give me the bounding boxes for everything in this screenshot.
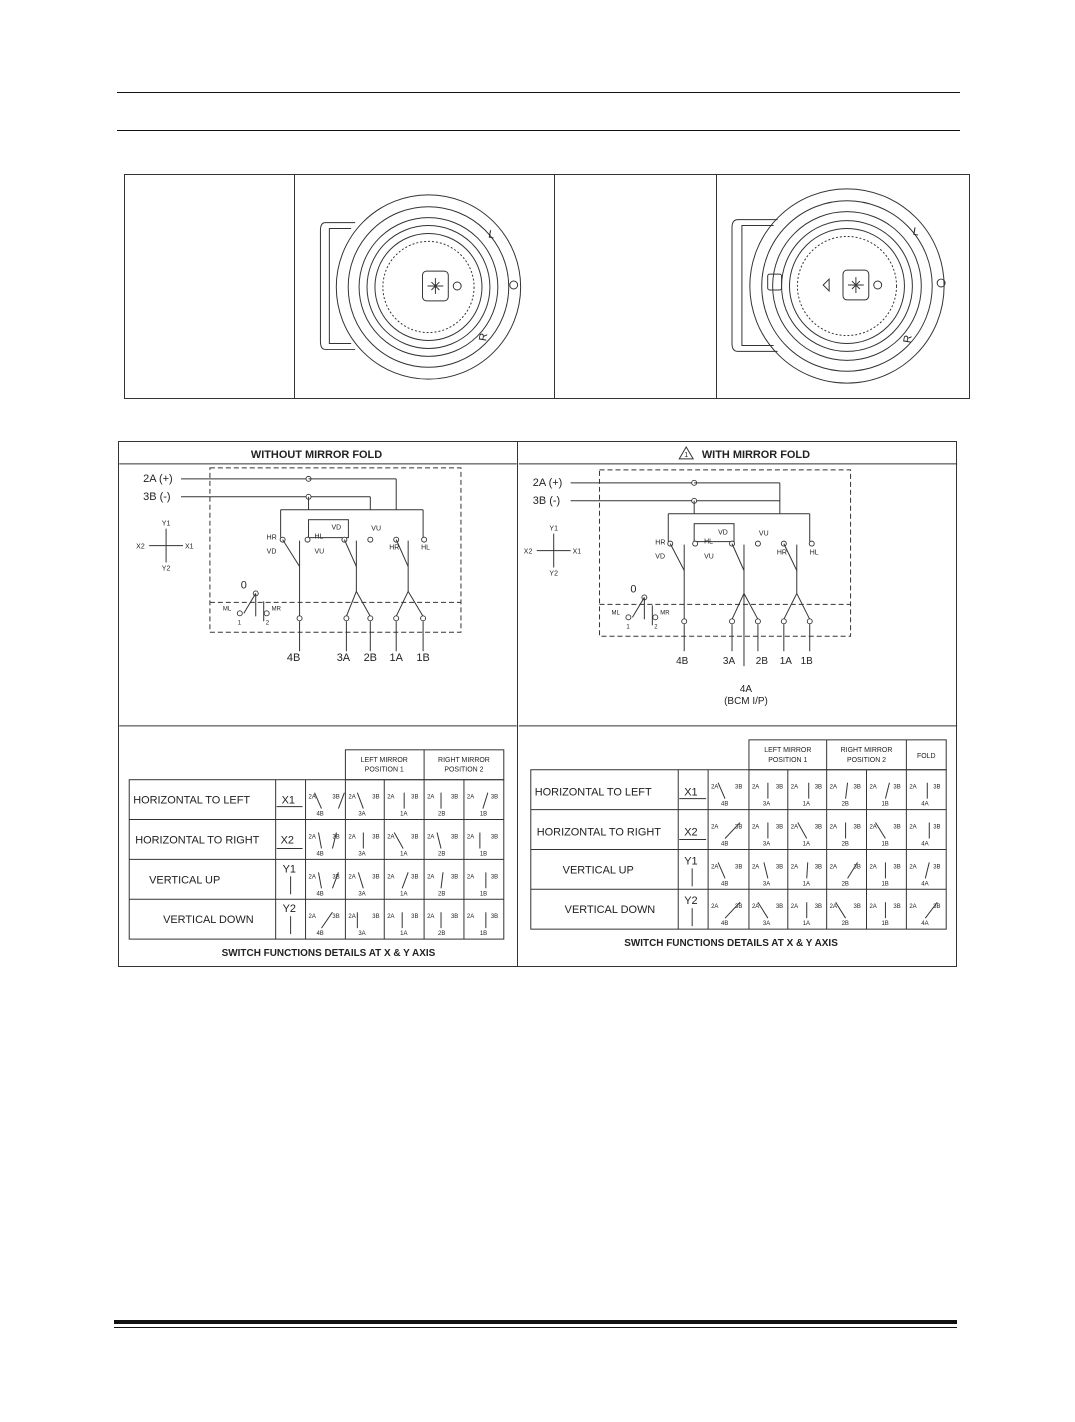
svg-text:1A: 1A: [400, 851, 408, 858]
svg-text:2A: 2A: [466, 874, 475, 881]
svg-text:1B: 1B: [881, 841, 889, 848]
fold-contact-hr-1: HR: [655, 539, 666, 547]
fold-output-1b-label: 1B: [800, 656, 813, 668]
svg-text:4A: 4A: [921, 921, 929, 928]
svg-text:1B: 1B: [881, 801, 889, 808]
fold-contact-vd-2: VD: [718, 529, 728, 537]
fold-row-y2-axis: Y2: [684, 895, 698, 908]
fold-contact-hr-2: HR: [776, 549, 787, 557]
svg-text:1A: 1A: [400, 931, 408, 938]
svg-text:4B: 4B: [316, 811, 324, 818]
svg-text:3B: 3B: [372, 874, 380, 881]
svg-text:3B: 3B: [411, 834, 419, 841]
svg-text:4B: 4B: [721, 881, 729, 888]
left-table-col-position-2: POSITION 2: [444, 766, 484, 774]
axis-y2-label: Y2: [161, 565, 171, 573]
svg-text:2A: 2A: [466, 834, 475, 841]
selector-mr-label: MR: [271, 606, 281, 613]
svg-text:3A: 3A: [762, 801, 771, 808]
fold-selector-mr-label: MR: [660, 610, 670, 617]
selector-zero-label: 0: [240, 579, 247, 592]
svg-text:2A: 2A: [909, 784, 917, 791]
right-table-col-right-mirror: RIGHT MIRROR: [840, 746, 893, 754]
svg-text:3B: 3B: [372, 834, 380, 841]
fold-output-bcm-note: (BCM I/P): [724, 696, 768, 707]
svg-text:1B: 1B: [479, 931, 488, 938]
footer-rule-thick: [114, 1320, 957, 1324]
row-horizontal-right-label: HORIZONTAL TO RIGHT: [135, 834, 260, 847]
svg-text:3B: 3B: [332, 914, 340, 921]
svg-text:2B: 2B: [438, 891, 446, 898]
axis-x2-label: X2: [136, 543, 145, 551]
svg-text:4B: 4B: [721, 921, 729, 928]
row-vertical-up-label: VERTICAL UP: [149, 874, 221, 887]
switch-function-table-right: [531, 740, 946, 929]
selector-2-label: 2: [265, 620, 270, 627]
svg-text:3B: 3B: [893, 904, 901, 911]
row-x2-axis: X2: [280, 834, 295, 847]
svg-text:3A: 3A: [358, 891, 366, 898]
svg-text:2A: 2A: [348, 834, 356, 841]
svg-text:3B: 3B: [893, 864, 901, 871]
svg-text:3B: 3B: [893, 824, 901, 831]
svg-text:2A: 2A: [308, 794, 316, 801]
fold-output-4b-label: 4B: [676, 656, 689, 668]
svg-text:2A: 2A: [829, 904, 837, 911]
fold-selector-1-label: 1: [626, 624, 630, 631]
svg-text:3B: 3B: [735, 864, 743, 871]
row-horizontal-left-label: HORIZONTAL TO LEFT: [133, 794, 251, 807]
right-table-caption: SWITCH FUNCTIONS DETAILS AT X & Y AXIS: [624, 938, 838, 950]
contact-hl-1: HL: [314, 533, 324, 541]
svg-text:2A: 2A: [829, 824, 837, 831]
svg-text:2A: 2A: [829, 784, 837, 791]
right-table-col-position-2: POSITION 2: [846, 756, 887, 764]
svg-text:3B: 3B: [332, 874, 340, 881]
output-4b-label: 4B: [286, 652, 301, 665]
contact-vd-1: VD: [266, 548, 277, 556]
svg-text:3B: 3B: [450, 874, 459, 881]
svg-text:2A: 2A: [427, 834, 435, 841]
blank-cell-1: [125, 175, 295, 398]
fold-selector-ml-label: ML: [611, 610, 620, 617]
switch-photos-panel: [124, 174, 970, 399]
svg-text:3A: 3A: [762, 921, 771, 928]
contact-vd-2: VD: [331, 524, 342, 532]
switch-with-fold-image: [717, 175, 971, 398]
svg-text:3B: 3B: [933, 824, 941, 831]
svg-text:2A: 2A: [387, 794, 395, 801]
contact-hr-2: HR: [389, 544, 400, 552]
svg-text:3B: 3B: [814, 824, 823, 831]
svg-text:2A: 2A: [790, 824, 799, 831]
svg-text:2A: 2A: [348, 874, 356, 881]
knob-mark-r: R: [477, 332, 491, 343]
input-3b-label: 3B (-): [143, 490, 171, 503]
svg-text:2A: 2A: [751, 784, 760, 791]
svg-text:2A: 2A: [427, 874, 435, 881]
svg-text:1B: 1B: [479, 891, 488, 898]
svg-text:4A: 4A: [921, 841, 929, 848]
header-rule-bottom: [117, 130, 960, 131]
fold-row-horizontal-left-label: HORIZONTAL TO LEFT: [534, 786, 652, 799]
svg-text:2B: 2B: [438, 811, 446, 818]
schematic-panel: [118, 441, 957, 967]
row-y2-axis: Y2: [282, 903, 297, 916]
svg-text:2A: 2A: [387, 874, 395, 881]
svg-text:2A: 2A: [790, 904, 799, 911]
fold-output-4a-label: 4A: [739, 684, 753, 696]
svg-text:3B: 3B: [814, 784, 823, 791]
svg-text:4B: 4B: [316, 891, 324, 898]
fold-selector-zero-label: 0: [630, 583, 637, 596]
right-table-col-position-1: POSITION 1: [768, 756, 808, 764]
contact-vu-2: VU: [314, 548, 325, 556]
fold-contact-vd-1: VD: [655, 553, 666, 561]
svg-text:2A: 2A: [790, 784, 799, 791]
svg-text:1A: 1A: [802, 801, 811, 808]
svg-text:4A: 4A: [921, 801, 929, 808]
svg-text:3B: 3B: [490, 794, 499, 801]
svg-text:2A: 2A: [387, 834, 395, 841]
svg-text:2A: 2A: [909, 824, 917, 831]
without-mirror-fold-section: [119, 442, 518, 966]
svg-text:4B: 4B: [316, 931, 324, 938]
contact-hr-1: HR: [266, 534, 277, 542]
row-vertical-down-label: VERTICAL DOWN: [163, 914, 254, 927]
svg-text:3B: 3B: [853, 824, 861, 831]
fold-axis-x2-label: X2: [523, 548, 533, 556]
selector-ml-label: ML: [222, 606, 232, 613]
svg-text:2A: 2A: [308, 874, 316, 881]
svg-text:2A: 2A: [869, 904, 877, 911]
svg-text:2A: 2A: [829, 864, 837, 871]
fold-contact-vu-1: VU: [758, 530, 769, 538]
svg-text:2A: 2A: [751, 904, 760, 911]
svg-text:3A: 3A: [358, 811, 366, 818]
svg-text:3B: 3B: [933, 904, 941, 911]
output-1a-label: 1A: [389, 652, 403, 665]
with-mirror-fold-section: [518, 442, 958, 966]
footer-rule-thin: [114, 1327, 957, 1328]
fold-output-2b-label: 2B: [755, 656, 769, 668]
svg-text:2A: 2A: [466, 794, 475, 801]
svg-text:3B: 3B: [933, 864, 941, 871]
svg-text:2B: 2B: [841, 801, 849, 808]
svg-text:1B: 1B: [479, 851, 488, 858]
svg-text:2A: 2A: [427, 794, 435, 801]
without-fold-title: WITHOUT MIRROR FOLD: [250, 448, 383, 461]
svg-text:2A: 2A: [466, 914, 475, 921]
fold-row-horizontal-right-label: HORIZONTAL TO RIGHT: [536, 826, 661, 839]
fold-output-3a-label: 3A: [722, 656, 736, 668]
fold-selector-2-label: 2: [654, 624, 658, 631]
svg-text:2A: 2A: [711, 784, 719, 791]
selector-1-label: 1: [237, 620, 242, 627]
axis-x1-label: X1: [185, 543, 194, 551]
contact-vu-1: VU: [371, 525, 381, 533]
svg-text:2A: 2A: [869, 864, 877, 871]
switch-function-table-left: [129, 750, 504, 939]
svg-text:3B: 3B: [775, 904, 784, 911]
svg-text:4A: 4A: [921, 881, 929, 888]
svg-text:2A: 2A: [751, 824, 760, 831]
svg-text:1A: 1A: [802, 841, 811, 848]
fold-axis-y1-label: Y1: [549, 525, 558, 533]
svg-text:3B: 3B: [490, 874, 499, 881]
svg-text:2B: 2B: [841, 841, 849, 848]
svg-text:3B: 3B: [450, 834, 459, 841]
svg-text:3A: 3A: [358, 931, 366, 938]
svg-text:3B: 3B: [893, 784, 901, 791]
svg-text:2A: 2A: [348, 914, 356, 921]
svg-text:3B: 3B: [853, 784, 861, 791]
fold-contact-hl-1: HL: [704, 538, 714, 546]
axis-y1-label: Y1: [161, 520, 171, 528]
svg-text:1A: 1A: [802, 921, 811, 928]
warning-mark: 1: [684, 451, 689, 459]
fold-input-3b-label: 3B (-): [532, 494, 561, 507]
fold-contact-hl-2: HL: [809, 549, 819, 557]
svg-text:2A: 2A: [711, 904, 719, 911]
svg-text:2B: 2B: [438, 931, 446, 938]
svg-text:2A: 2A: [909, 904, 917, 911]
fold-knob-mark-l: L: [911, 225, 920, 239]
svg-text:4B: 4B: [721, 841, 729, 848]
svg-text:1A: 1A: [400, 891, 408, 898]
svg-text:3A: 3A: [358, 851, 366, 858]
fold-knob-mark-r: R: [901, 334, 915, 345]
svg-text:3B: 3B: [411, 794, 419, 801]
svg-text:2A: 2A: [711, 824, 719, 831]
output-1b-label: 1B: [416, 652, 430, 665]
svg-text:3B: 3B: [853, 904, 861, 911]
svg-text:3B: 3B: [933, 784, 941, 791]
row-y1-axis: Y1: [282, 863, 297, 876]
svg-text:3A: 3A: [762, 841, 771, 848]
svg-text:3B: 3B: [332, 834, 340, 841]
svg-text:3B: 3B: [735, 784, 743, 791]
fold-input-2a-label: 2A (+): [532, 476, 563, 489]
svg-text:1B: 1B: [881, 921, 889, 928]
left-table-col-left-mirror: LEFT MIRROR: [360, 756, 408, 764]
svg-text:3B: 3B: [490, 834, 499, 841]
svg-text:3B: 3B: [450, 794, 459, 801]
svg-text:3B: 3B: [814, 864, 823, 871]
svg-text:3B: 3B: [735, 904, 743, 911]
svg-text:2A: 2A: [308, 834, 316, 841]
row-x1-axis: X1: [281, 794, 296, 807]
svg-text:3B: 3B: [411, 914, 419, 921]
fold-row-vertical-down-label: VERTICAL DOWN: [564, 904, 656, 917]
with-fold-title: WITH MIRROR FOLD: [701, 448, 811, 461]
svg-text:3B: 3B: [411, 874, 419, 881]
fold-row-x2-axis: X2: [684, 826, 698, 839]
svg-text:2A: 2A: [711, 864, 719, 871]
svg-text:3B: 3B: [450, 914, 459, 921]
input-2a-label: 2A (+): [143, 472, 173, 485]
left-table-col-position-1: POSITION 1: [364, 766, 404, 774]
left-table-col-right-mirror: RIGHT MIRROR: [438, 756, 490, 764]
svg-text:1B: 1B: [479, 811, 488, 818]
svg-text:2A: 2A: [427, 914, 435, 921]
contact-hl-2: HL: [421, 544, 431, 552]
svg-text:2A: 2A: [751, 864, 760, 871]
svg-text:2A: 2A: [869, 824, 877, 831]
right-table-col-left-mirror: LEFT MIRROR: [764, 746, 812, 754]
svg-text:3B: 3B: [372, 914, 380, 921]
svg-text:3B: 3B: [490, 914, 499, 921]
svg-text:1A: 1A: [400, 811, 408, 818]
knob-mark-l: L: [487, 228, 496, 242]
svg-text:2A: 2A: [308, 914, 316, 921]
svg-text:2A: 2A: [387, 914, 395, 921]
switch-without-fold-image: [295, 175, 555, 398]
svg-text:3B: 3B: [775, 824, 784, 831]
svg-text:2A: 2A: [909, 864, 917, 871]
svg-text:3B: 3B: [814, 904, 823, 911]
svg-text:2A: 2A: [790, 864, 799, 871]
fold-axis-x1-label: X1: [572, 548, 582, 556]
svg-text:3B: 3B: [372, 794, 380, 801]
blank-cell-2: [555, 175, 717, 398]
output-3a-label: 3A: [336, 652, 351, 665]
svg-text:4B: 4B: [721, 801, 729, 808]
svg-text:3A: 3A: [762, 881, 771, 888]
output-2b-label: 2B: [363, 652, 377, 665]
svg-text:2B: 2B: [841, 921, 849, 928]
svg-text:3B: 3B: [853, 864, 861, 871]
svg-text:3B: 3B: [735, 824, 743, 831]
left-table-caption: SWITCH FUNCTIONS DETAILS AT X & Y AXIS: [221, 948, 436, 960]
svg-text:2B: 2B: [841, 881, 849, 888]
fold-row-vertical-up-label: VERTICAL UP: [562, 864, 634, 877]
svg-text:1A: 1A: [802, 881, 811, 888]
svg-text:2A: 2A: [869, 784, 877, 791]
fold-row-x1-axis: X1: [684, 786, 698, 799]
header-rule-top: [117, 92, 960, 93]
svg-text:2A: 2A: [348, 794, 356, 801]
svg-text:4B: 4B: [316, 851, 324, 858]
svg-text:2B: 2B: [438, 851, 446, 858]
svg-text:3B: 3B: [775, 784, 784, 791]
fold-contact-vu-2: VU: [704, 553, 714, 561]
svg-text:3B: 3B: [332, 794, 340, 801]
fold-row-y1-axis: Y1: [684, 855, 698, 868]
svg-text:1B: 1B: [881, 881, 889, 888]
fold-output-1a-label: 1A: [779, 656, 792, 668]
fold-axis-y2-label: Y2: [549, 570, 558, 578]
svg-text:3B: 3B: [775, 864, 784, 871]
right-table-col-fold: FOLD: [916, 752, 936, 760]
